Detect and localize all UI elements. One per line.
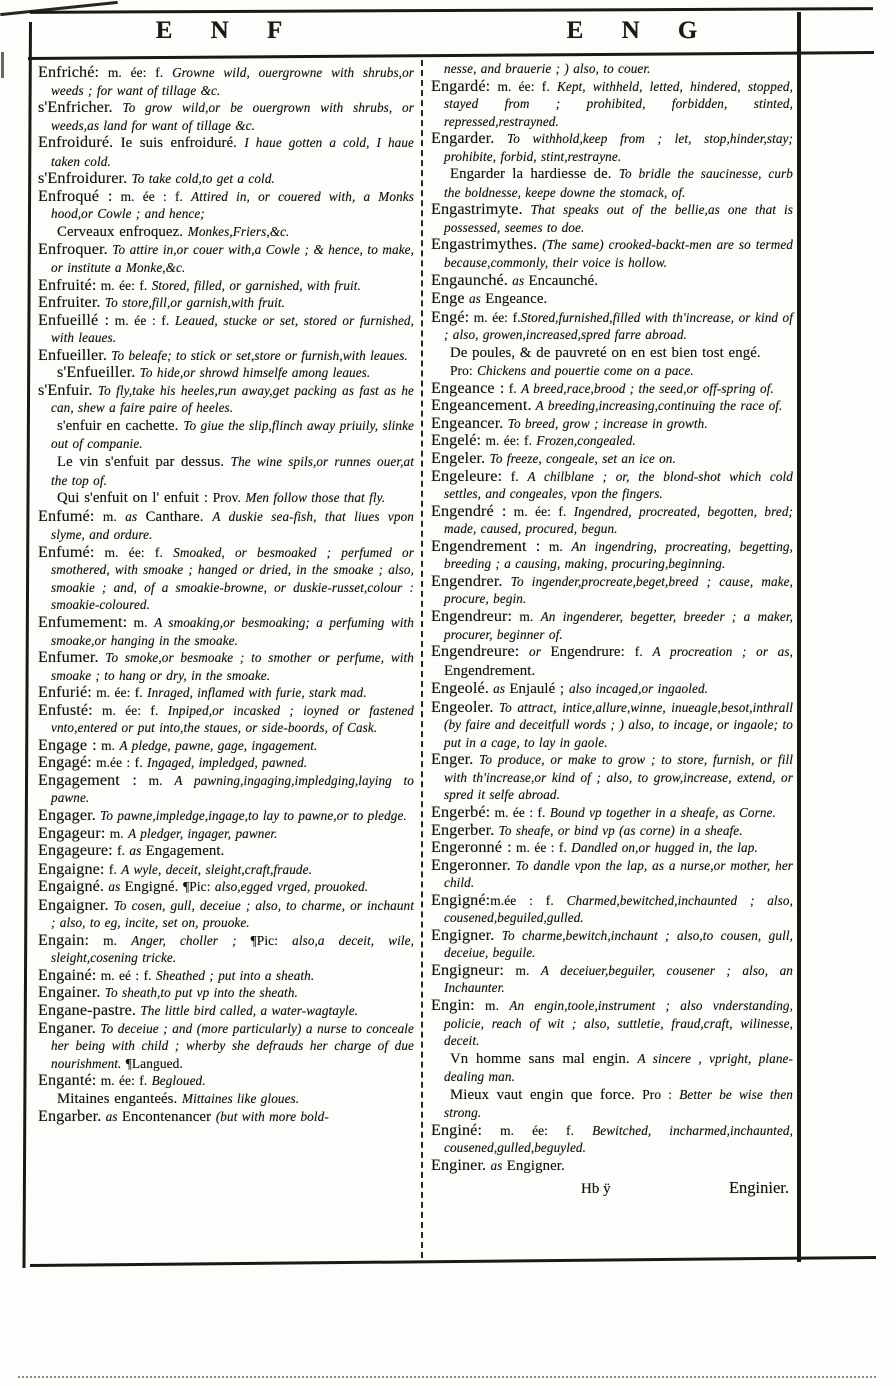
entry-text: s'enfuir en cachette. xyxy=(57,417,184,434)
dictionary-entry xyxy=(38,897,414,932)
headword: Engageur: xyxy=(38,823,106,842)
entry-text: To pawne,impledge,ingage,to lay to pawne,or to pledge. xyxy=(95,807,407,823)
entry-text: as xyxy=(101,1109,122,1125)
entry-text: also,a deceit, wile, sleight,cosening tricke. xyxy=(51,932,414,966)
dictionary-entry xyxy=(431,643,793,680)
dictionary-entry xyxy=(431,997,793,1050)
left-column xyxy=(38,64,414,1127)
entry-text: as xyxy=(488,681,510,697)
headword: s'Enfroidurer. xyxy=(38,169,128,188)
entry-text: Prov. xyxy=(212,490,246,506)
entry-text: (but with more bold- xyxy=(215,1109,329,1125)
headword: Enfumement: xyxy=(38,612,128,631)
entry-text: Canthare. xyxy=(145,508,213,525)
dictionary-entry xyxy=(38,170,414,188)
entry-text: To breed, grow ; increase in growth. xyxy=(503,415,708,431)
entry-text: To freeze, congeale, set an ice on. xyxy=(485,451,676,467)
entry-text: m. xyxy=(105,825,129,841)
dictionary-subentry xyxy=(38,1090,414,1109)
entry-text: Vn homme sans mal engin. xyxy=(450,1050,638,1067)
dictionary-entry xyxy=(38,508,414,544)
entry-text: m. xyxy=(136,772,175,788)
entry-text: To produce, or make to grow ; to store, furnish, or fill with th'increase,or kind of ; also, to grow,increase, extend, or spred it selfe abroad. xyxy=(444,752,793,803)
dictionary-entry xyxy=(431,608,793,643)
entry-text: f. xyxy=(104,861,122,877)
entry-text: f. xyxy=(634,644,653,660)
dictionary-entry xyxy=(431,962,793,997)
dictionary-entry xyxy=(431,450,793,468)
headword: Engeler. xyxy=(431,449,486,468)
dictionary-subentry xyxy=(38,417,414,453)
dictionary-entry xyxy=(431,468,793,503)
entry-text: A wyle, deceit, sleight,craft,fraude. xyxy=(121,861,312,877)
entry-text: Pro: xyxy=(450,363,478,379)
entry-text: A chilblane ; or, the blond-shot which cold settles, and congeales, vpon the fingers. xyxy=(444,468,794,502)
dictionary-subentry xyxy=(38,364,414,382)
dictionary-entry xyxy=(431,432,793,450)
entry-text: Encaunché. xyxy=(528,272,599,289)
entry-text: To hide,or shrowd himselfe among leaues. xyxy=(135,365,371,381)
signature-line xyxy=(431,1178,793,1198)
dictionary-entry xyxy=(431,130,793,165)
top-rule xyxy=(30,7,873,14)
headword: Engage : xyxy=(38,735,97,754)
entry-text: m. ée: f. xyxy=(92,702,168,718)
entry-text: An ingenderer, begetter, breeder ; a maker, procurer, beginner of. xyxy=(444,608,793,642)
entry-text: Mieux vaut engin que force. xyxy=(450,1086,643,1103)
dictionary-entry xyxy=(431,927,793,962)
entry-text: That speaks out of the bellie,as one that is possessed, seemes to doe. xyxy=(444,202,793,235)
entry-text: m. xyxy=(503,962,541,978)
headword: Engeronné : xyxy=(431,838,512,857)
entry-text: m. ée: f. xyxy=(482,1122,593,1138)
headword: Enfurié: xyxy=(38,683,92,702)
headword: Engigner. xyxy=(431,925,495,944)
entry-text: m. xyxy=(94,508,126,524)
headword: Enfueillé : xyxy=(38,310,110,329)
entry-text: Men follow those that fly. xyxy=(245,490,386,506)
entry-text: m. xyxy=(96,737,120,753)
running-head-right: E N G xyxy=(566,17,714,44)
entry-text: m. ée: f. xyxy=(490,78,557,94)
dictionary-entry xyxy=(38,702,414,737)
headword: Engainé: xyxy=(38,965,97,984)
entry-text: m.ée : f. xyxy=(490,892,567,908)
headword: Engeance : xyxy=(431,378,505,397)
entry-text: m. xyxy=(127,614,155,630)
entry-text: m. ée: f. xyxy=(506,503,574,519)
dictionary-entry xyxy=(431,290,793,309)
entry-text: f. xyxy=(502,468,528,484)
dictionary-entry xyxy=(38,347,414,365)
header-rule xyxy=(28,51,874,60)
headword: Enfusté: xyxy=(38,700,93,719)
dictionary-subentry xyxy=(431,1050,793,1086)
dictionary-entry xyxy=(431,236,793,271)
headword: Engageure: xyxy=(38,841,113,860)
headword: Engeleure: xyxy=(431,466,503,485)
right-border-rule xyxy=(797,12,801,1262)
dictionary-entry xyxy=(38,807,414,825)
entry-text: m. ée : f. xyxy=(109,312,175,328)
headword: Engane-pastre. xyxy=(38,1000,137,1019)
headword: Engarder. xyxy=(431,129,495,148)
headword: Engagé: xyxy=(38,753,92,772)
headword: Engerbé: xyxy=(431,802,491,821)
entry-text: as xyxy=(507,272,529,288)
entry-text: Mitaines enganteés. xyxy=(57,1090,183,1107)
headword: Enfueiller. xyxy=(38,345,107,364)
headword: Enfroiduré. xyxy=(38,133,114,152)
entry-text: The little bird called, a water-wagtayle. xyxy=(136,1002,359,1018)
headword: Engardé: xyxy=(431,76,491,95)
entry-text: m. ée: f. xyxy=(99,65,173,80)
entry-text: Enjaulé ; xyxy=(509,681,569,698)
dictionary-subentry xyxy=(431,344,793,363)
dictionary-entry xyxy=(431,680,793,699)
entry-text: A pawning,ingaging,impledging,laying to pawne. xyxy=(51,772,414,806)
dictionary-entry xyxy=(431,892,793,927)
dictionary-entry xyxy=(431,538,793,573)
headword: Enge xyxy=(431,289,465,308)
dictionary-entry xyxy=(38,932,414,967)
entry-text: Monkes,Friers,&c. xyxy=(187,223,290,239)
entry-text: as xyxy=(129,843,146,859)
entry-text: Charmed,bewitched,inchaunted ; also, cousened,beguiled,gulled. xyxy=(444,892,793,926)
dictionary-entry xyxy=(431,415,793,433)
headword: Engager. xyxy=(38,805,96,824)
dictionary-entry xyxy=(38,1020,414,1073)
dictionary-entry xyxy=(431,699,793,752)
entry-text: Attired in, or couered with, a Monks hood,or Cowle ; and hence; xyxy=(51,188,414,222)
headword: Engeancer. xyxy=(431,413,504,432)
entry-text: A pledge, pawne, gage, ingagement. xyxy=(119,737,318,753)
entry-text: Inpiped,or incasked ; ioyned or fastened vnto,entered or put into,the staues, or side-boords, of Cask. xyxy=(51,702,414,736)
headword: Engendrement : xyxy=(431,536,541,555)
dictionary-entry xyxy=(38,134,414,170)
entry-text: Engigné. xyxy=(124,879,184,896)
dictionary-entry xyxy=(431,1122,793,1157)
headword: Enginé: xyxy=(431,1120,483,1139)
headword: Enginer. xyxy=(431,1155,487,1174)
entry-text: To take cold,to get a cold. xyxy=(127,171,275,187)
dictionary-entry xyxy=(38,967,414,985)
dictionary-entry xyxy=(431,503,793,538)
entry-text: A smoaking,or besmoaking; a perfuming with smoake,or hanging in the smoake. xyxy=(51,614,414,648)
catchword: Enginier. xyxy=(728,1178,789,1198)
entry-text: m. ée: f. xyxy=(469,309,521,325)
entry-text: m. eé : f. xyxy=(96,967,156,983)
dictionary-entry xyxy=(38,277,414,295)
headword: Enfroqué : xyxy=(38,186,113,205)
entry-text: To charme,bewitch,inchaunt ; also,to cousen, gull, deceiue, beguile. xyxy=(444,927,793,961)
entry-text: A deceiuer,beguiler, cousener ; also, an Inchaunter. xyxy=(444,962,793,996)
entry-text: Sheathed ; put into a sheath. xyxy=(155,967,315,983)
entry-text: Engendrement. xyxy=(444,662,536,679)
headword: Engigneur: xyxy=(431,960,504,979)
headword: Engaunché. xyxy=(431,270,508,289)
dictionary-entry xyxy=(38,312,414,347)
dictionary-subentry xyxy=(431,362,793,380)
entry-text: Bewitched, incharmed,inchaunted, cousened,gulled,beguyled. xyxy=(444,1122,793,1156)
headword: Engeoler. xyxy=(431,697,494,716)
entry-text: Kept, withheld, letted, hindered, stopped, stayed from ; prohibited, forbidden, stinted, repressed,restrayned. xyxy=(444,78,793,129)
headword: Enfruiter. xyxy=(38,293,101,312)
dictionary-entry xyxy=(38,754,414,772)
entry-text: Ingendred, procreated, begotten, bred; made, caused, procured, begun. xyxy=(444,503,794,537)
entry-text: m. ée: f. xyxy=(96,1073,152,1089)
entry-text: Inraged, inflamed with furie, stark mad. xyxy=(147,685,367,701)
headword: Engagement : xyxy=(38,770,137,789)
dictionary-entry xyxy=(38,99,414,134)
entry-text: Leaued, stucke or set, stored or furnished, with leaues. xyxy=(51,312,415,346)
entry-text: To cosen, gull, deceiue ; also, to charme, or inchaunt ; also, to eg, incite, set on, prouoke. xyxy=(51,897,414,931)
entry-text: Pro : xyxy=(642,1086,680,1102)
headword: Engendrer. xyxy=(431,571,503,590)
entry-text: Qui s'enfuit on l' enfuit : xyxy=(57,490,213,507)
dictionary-entry xyxy=(38,241,414,276)
entry-text: Anger, choller ; xyxy=(131,932,251,948)
dictionary-entry xyxy=(38,842,414,861)
entry-text: Frozen,congealed. xyxy=(536,433,636,449)
entry-text: Engigner. xyxy=(506,1157,565,1174)
scan-artifact xyxy=(1,52,4,78)
entry-text: I haue gotten a cold, I haue taken cold. xyxy=(51,135,414,169)
headword: Enfroquer. xyxy=(38,240,108,259)
dictionary-entry xyxy=(431,573,793,608)
entry-text: Ingaged, impledged, pawned. xyxy=(147,755,308,771)
entry-text: To grow wild,or be ouergrown with shrubs, or weeds,as land for want of tillage &c. xyxy=(51,100,414,133)
entry-text: To sheafe, or bind vp (as corne) in a sheafe. xyxy=(494,822,743,838)
headword: Engeronner. xyxy=(431,855,511,874)
entry-text: To dandle vpon the lap, as a nurse,or mother, her child. xyxy=(444,857,793,891)
dictionary-entry xyxy=(431,78,793,131)
dictionary-entry xyxy=(38,382,414,417)
dictionary-subentry xyxy=(38,489,414,508)
dictionary-entry xyxy=(38,861,414,879)
entry-text: m. ée : f. xyxy=(511,840,572,856)
dictionary-entry xyxy=(431,751,793,804)
dictionary-entry xyxy=(38,737,414,755)
entry-text: m. xyxy=(474,997,510,1013)
dictionary-entry xyxy=(38,294,414,312)
entry-text: To attract, intice,allure,winne, inueagle,besot,inthrall (by faire and deceitfull words ; ) also, to incage, or ingaole; to put in a cage, to lay in gaole. xyxy=(444,699,793,750)
headword: Engain: xyxy=(38,930,90,949)
entry-text: f. xyxy=(504,380,522,396)
dictionary-subentry xyxy=(431,165,793,201)
entry-text: Smoaked, or besmoaked ; perfumed or smothered, with smoake ; hanged or dried, in the smoake ; also, smoakie ; and, of a smoakie-browne, or duskie-russet,colour : smoakie-coloured. xyxy=(51,544,414,613)
headword: Engastrimythes. xyxy=(431,235,538,254)
entry-text: To ingender,procreate,beget,breed ; cause, make, procure, begin. xyxy=(444,573,793,607)
headword: Enganer. xyxy=(38,1018,96,1037)
headword: Engeancement. xyxy=(431,396,532,415)
dictionary-entry xyxy=(38,878,414,897)
entry-text: m. ée : f. xyxy=(112,188,192,204)
headword: Engastrimyte. xyxy=(431,200,523,219)
entry-text: To store,fill,or garnish,with fruit. xyxy=(100,295,285,311)
entry-text: To attire in,or couer with,a Cowle ; & hence, to make, or institute a Monke,&c. xyxy=(51,242,414,276)
entry-text: ¶Langued. xyxy=(125,1055,183,1071)
dictionary-subentry xyxy=(38,453,414,489)
entry-text: A breeding,increasing,continuing the race of. xyxy=(531,398,783,414)
entry-text: also,egged vrged, prouoked. xyxy=(214,879,369,895)
entry-text: m. ée: f. xyxy=(481,433,537,449)
entry-text: as xyxy=(125,508,146,524)
entry-text: To bridle the saucinesse, curb the boldnesse, keepe downe the stomack, of. xyxy=(444,166,793,200)
entry-text: A pledger, ingager, pawner. xyxy=(128,825,278,841)
dictionary-entry xyxy=(38,1072,414,1090)
dictionary-entry xyxy=(38,544,414,614)
headword: Enger. xyxy=(431,750,474,769)
dictionary-entry xyxy=(38,1002,414,1020)
dictionary-entry xyxy=(431,804,793,822)
entry-text: To withhold,keep from ; let, stop,hinder,stay; prohibite, forbid, stint,restrayne. xyxy=(444,131,793,164)
scan-artifact xyxy=(0,1,118,16)
entry-text: To deceiue ; and (more particularly) a nurse to conceale her being with child ; wherby she defrauds her charge of due nourishment. xyxy=(51,1020,414,1071)
entry-text: To sheath,to put vp into the sheath. xyxy=(100,985,298,1001)
headword: Engaigné. xyxy=(38,877,105,896)
headword: Enganté: xyxy=(38,1071,97,1090)
headword: Engigné: xyxy=(431,890,491,909)
entry-text: A breed,race,brood ; the seed,or off-spring of. xyxy=(521,380,774,396)
headword: Engaigner. xyxy=(38,895,109,914)
signature-mark: Hb ÿ xyxy=(581,1181,611,1198)
entry-text: Dandled on,or hugged in, the lap. xyxy=(571,840,758,856)
running-head-left: E N F xyxy=(155,17,299,44)
entry-text: Encontenancer xyxy=(121,1109,216,1126)
headword: Engerber. xyxy=(431,820,495,839)
entry-text: m. xyxy=(540,538,572,554)
left-border-rule xyxy=(22,22,32,1268)
dictionary-entry xyxy=(431,201,793,236)
entry-text: as xyxy=(464,291,486,307)
dictionary-entry xyxy=(38,825,414,843)
dictionary-entry xyxy=(431,822,793,840)
entry-text: ¶Pic: xyxy=(250,932,293,948)
entry-text: (The same) crooked-backt-men are so termed because,commonly, their voice is hollow. xyxy=(444,237,793,271)
headword: Engendreure: xyxy=(431,642,520,661)
headword: Engaigne: xyxy=(38,859,105,878)
entry-text: To fly,take his heeles,run away,get packing as fast as he can, shew a faire paire of heeles. xyxy=(51,382,414,416)
dictionary-entry xyxy=(38,1108,414,1127)
dictionary-entry xyxy=(38,614,414,649)
entry-text: m.ée : f. xyxy=(91,755,148,771)
dictionary-entry xyxy=(38,772,414,807)
headword: Engendreur: xyxy=(431,606,513,625)
entry-text: m. ée: f. xyxy=(96,277,152,293)
headword: Engarber. xyxy=(38,1107,102,1126)
entry-text: To beleafe; to stick or set,store or furnish,with leaues. xyxy=(106,347,408,363)
entry-text: m. ée: f. xyxy=(91,685,148,701)
headword: Enfruité: xyxy=(38,275,97,294)
headword: Engin: xyxy=(431,995,475,1014)
entry-text: Stored,furnished,filled with th'increase, or kind of ; also, growen,increased,spred farre abroad. xyxy=(444,309,793,343)
headword: s'Enfueiller. xyxy=(57,363,136,382)
entry-text: Better be wise then strong. xyxy=(444,1086,793,1121)
dictionary-entry xyxy=(431,272,793,291)
entry-text: Engagement. xyxy=(145,843,225,860)
entry-text: The wine spils,or runnes ouer,at the top of. xyxy=(51,454,415,488)
entry-text: Engeance. xyxy=(485,291,548,308)
right-column xyxy=(431,60,793,1198)
entry-text: m. xyxy=(89,932,132,948)
entry-text: as xyxy=(486,1157,507,1173)
scan-edge-line xyxy=(18,1376,876,1378)
headword: Enfriché: xyxy=(38,63,100,81)
entry-text: An ingendring, procreating, begetting, breeding ; a causing, making, procuring,beginning. xyxy=(444,538,793,572)
dictionary-entry xyxy=(431,397,793,415)
headword: Enfumé: xyxy=(38,542,95,561)
entry-text: To giue the slip,flinch away priuily, slinke out of companie. xyxy=(51,417,414,452)
entry-text: A sincere , vpright, plane-dealing man. xyxy=(444,1050,793,1085)
headword: Engeolé. xyxy=(431,679,489,698)
entry-text: Growne wild, ouergrowne with shrubs,or weeds ; for want of tillage &c. xyxy=(51,65,414,98)
entry-text: To smoke,or besmoake ; to smother or perfume, with smoake ; to hang or dry, in the smoake. xyxy=(51,650,414,683)
entry-text: f. xyxy=(112,843,130,859)
dictionary-entry xyxy=(431,309,793,344)
dictionary-subentry xyxy=(431,1086,793,1122)
entry-text: nesse, and brauerie ; ) also, to couer. xyxy=(444,61,651,76)
dictionary-entry xyxy=(431,839,793,857)
headword: Enfumé: xyxy=(38,506,95,525)
headword: Engelé: xyxy=(431,431,482,450)
entry-text: Engarder la hardiesse de. xyxy=(450,166,619,183)
dictionary-entry xyxy=(431,857,793,892)
headword: Engendré : xyxy=(431,501,507,520)
entry-text: Mittaines like gloues. xyxy=(182,1090,300,1106)
headword: s'Enfuir. xyxy=(38,380,93,399)
entry-text: as xyxy=(104,879,125,895)
dictionary-entry xyxy=(431,380,793,398)
entry-text: m. ée: f. xyxy=(94,544,174,560)
entry-text: De poules, & de pauvreté on en est bien tost engé. xyxy=(450,344,761,361)
bottom-rule xyxy=(30,1256,876,1267)
headword: Engainer. xyxy=(38,983,101,1002)
entry-text: m. xyxy=(512,608,541,624)
headword: s'Enfricher. xyxy=(38,98,113,117)
entry-text: also incaged,or ingaoled. xyxy=(568,681,709,697)
dictionary-entry xyxy=(38,984,414,1002)
dictionary-entry xyxy=(38,649,414,684)
entry-text: Chickens and pouertie come on a pace. xyxy=(477,363,694,379)
dictionary-entry xyxy=(38,64,414,99)
entry-text: Ie suis enfroiduré. xyxy=(113,135,245,152)
entry-continuation xyxy=(431,60,793,78)
headword: Engé: xyxy=(431,307,470,326)
entry-text: Cerveaux enfroquez. xyxy=(57,223,188,240)
entry-text: Begloued. xyxy=(151,1073,206,1089)
entry-text: or xyxy=(519,644,551,660)
entry-text: A procreation ; or as, xyxy=(652,644,793,660)
entry-text: A duskie sea-fish, that liues vpon slyme, and ordure. xyxy=(51,508,414,543)
dictionary-subentry xyxy=(38,223,414,242)
entry-text: An engin,toole,instrument ; also vnderstanding, policie, reach of wit ; also, suttletie, fraud,craft, wilinesse, deceit. xyxy=(444,997,793,1049)
dictionary-entry xyxy=(38,684,414,702)
headword: Enfumer. xyxy=(38,648,99,667)
entry-text: Bound vp together in a sheafe, as Corne. xyxy=(549,804,776,820)
entry-text: m. ée : f. xyxy=(490,804,550,820)
entry-text: Engendrure: xyxy=(550,644,635,661)
entry-text: Le vin s'enfuit par dessus. xyxy=(57,454,231,471)
entry-text: ¶Pic: xyxy=(183,879,215,895)
dictionary-entry xyxy=(431,1157,793,1176)
column-divider-rule xyxy=(421,60,423,1258)
entry-text: Stored, filled, or garnished, with fruit. xyxy=(151,277,361,293)
dictionary-entry xyxy=(38,188,414,223)
